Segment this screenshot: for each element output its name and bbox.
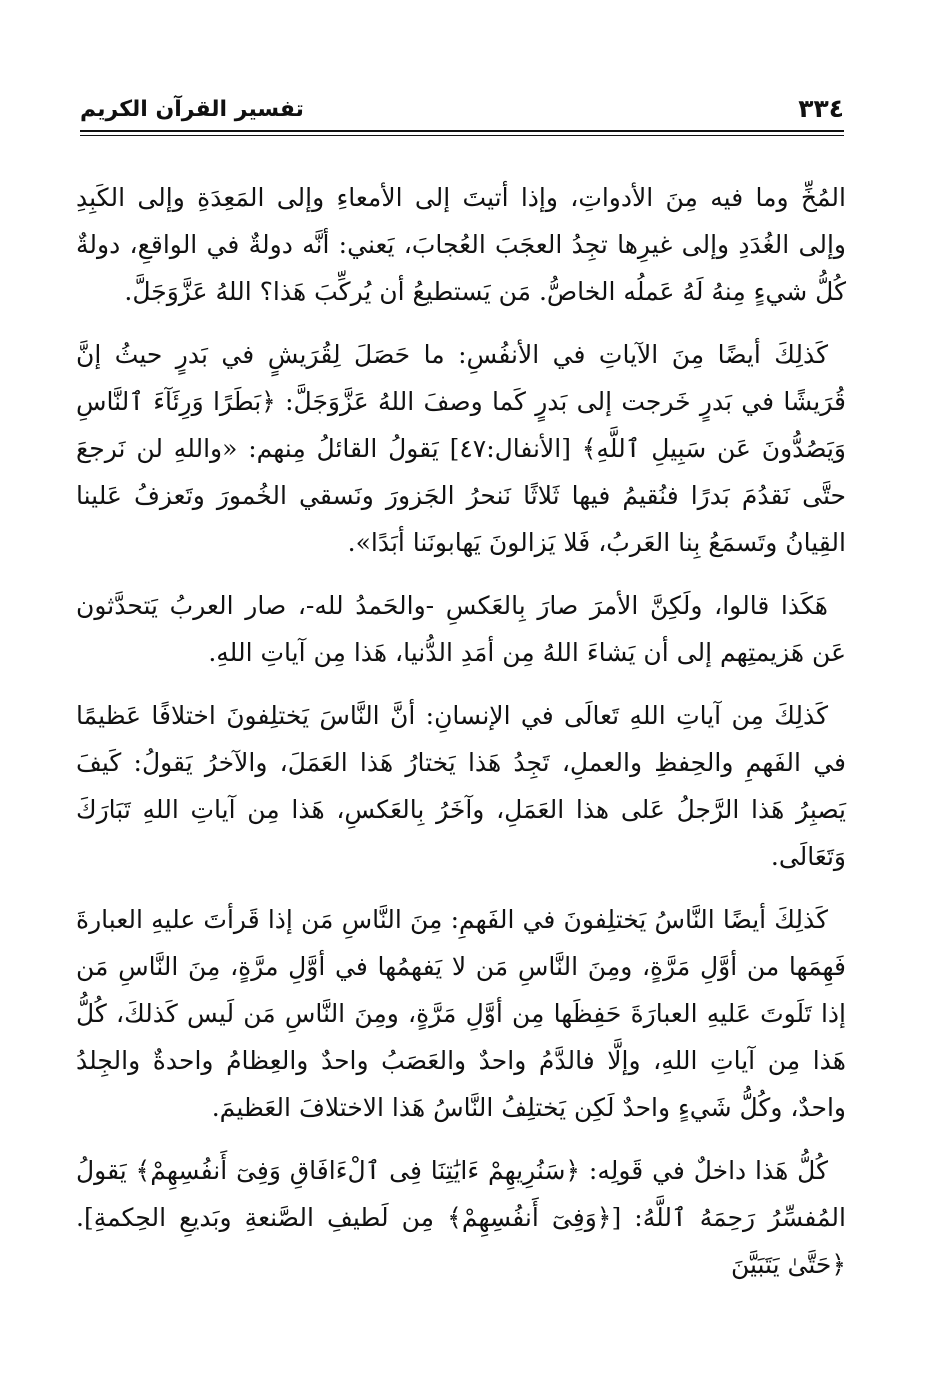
header-rule-thick: [80, 130, 844, 132]
header-rule-thin: [80, 135, 844, 136]
paragraph: المُخِّ وما فيه مِنَ الأدواتِ، وإذا أتيتَ إلى الأمعاءِ وإلى المَعِدَةِ وإلى الكَبِدِ وإلى الغُدَدِ وإلى غيرِها تجِدُ العجَبَ العُجابَ، يَعني: أنَّه دولةٌ في الواقعِ، دولةٌ كُلُّ شيءٍ مِنهُ لَهُ عَملُه الخاصُّ. مَن يَستطيعُ أن يُركِّبَ هَذا؟ اللهُ عَزَّوَجَلَّ.: [76, 183, 846, 306]
page-number: ٣٣٤: [798, 94, 844, 123]
paragraph: كُلُّ هَذا داخلٌ في قَولِه: ﴿سَنُرِيهِمْ ءَايَٰتِنَا فِى ٱلْءَافَاقِ وَفِىٓ أَنفُسِهِمْ﴾ يَقولُ المُفسِّرُ رَحِمَهُ ٱللَّهُ: [﴿وَفِىٓ أَنفُسِهِمْ﴾ مِن لَطيفِ الصَّنعةِ وبَديعِ الحِكمةِ]. ﴿حَتَّىٰ يَتَبَيَّنَ: [76, 1156, 846, 1279]
paragraph: كَذلِكَ مِن آياتِ اللهِ تَعالَى في الإنسانِ: أنَّ النَّاسَ يَختلِفونَ اختلافًا عَظيمًا في الفَهمِ والحِفظِ والعملِ، تَجِدُ هَذا يَختارُ هَذا العَمَلَ، والآخرُ يَقولُ: كَيفَ يَصبِرُ هَذا الرَّجلُ عَلى هذا العَمَلِ، وآخَرُ بِالعَكسِ، هَذا مِن آياتِ اللهِ تَبَارَكَ وَتَعَالَى.: [76, 701, 846, 871]
paragraph: كَذلِكَ أيضًا النَّاسُ يَختلِفونَ في الفَهمِ: مِنَ النَّاسِ مَن إذا قَرأتَ عليهِ العبارةَ فَهِمَها من أوَّلِ مَرَّةٍ، ومِنَ النَّاسِ مَن لا يَفهمُها في أوَّلِ مرَّةٍ، مِنَ النَّاسِ مَن إذا تَلَوتَ عَليهِ العبارَةَ حَفِظَها مِن أوَّلِ مَرَّةٍ، ومِنَ النَّاسِ مَن لَيس كَذلكَ، كُلُّ هَذا مِن آياتِ اللهِ، وإلَّا فالدَّمُ واحدٌ والعَصَبُ واحدٌ والعِظامُ واحدةٌ والجِلدُ واحدٌ، وكُلُّ شَيءٍ واحدٌ لَكِن يَختلِفُ النَّاسُ هَذا الاختلافَ العَظيمَ.: [76, 905, 846, 1122]
book-title: تفسير القرآن الكريم: [80, 97, 304, 122]
body-text: [76, 174, 846, 1304]
page-header: [80, 92, 844, 132]
paragraph: هَكَذا قالوا، ولَكِنَّ الأمرَ صارَ بِالعَكسِ -والحَمدُ لله-، صار العربُ يَتحدَّثون عَن هَزيمتِهم إلى أن يَشاءَ اللهُ مِن أمَدِ الدُّنيا، هَذا مِن آياتِ اللهِ.: [76, 591, 846, 667]
paragraph: كَذلِكَ أيضًا مِنَ الآياتِ في الأنفُسِ: ما حَصَلَ لِقُرَيشٍ في بَدرٍ حيثُ إنَّ قُرَيشًا في بَدرٍ خَرجت إلى بَدرٍ كَما وصفَ اللهُ عَزَّوَجَلَّ: ﴿بَطَرًا وَرِئَآءَ ٱلنَّاسِ وَيَصُدُّونَ عَن سَبِيلِ ٱللَّهِ﴾ [الأنفال:٤٧] يَقولُ القائلُ مِنهم: «واللهِ لن نَرجعَ حتَّى نَقدُمَ بَدرًا فنُقيمُ فيها ثَلاثًا نَنحرُ الجَزورَ ونَسقي الخُمورَ وتَعزفُ عَلينا القِيانُ وتَسمَعُ بِنا العَربُ، فَلا يَزالونَ يَهابونَنا أبَدًا».: [76, 340, 846, 557]
